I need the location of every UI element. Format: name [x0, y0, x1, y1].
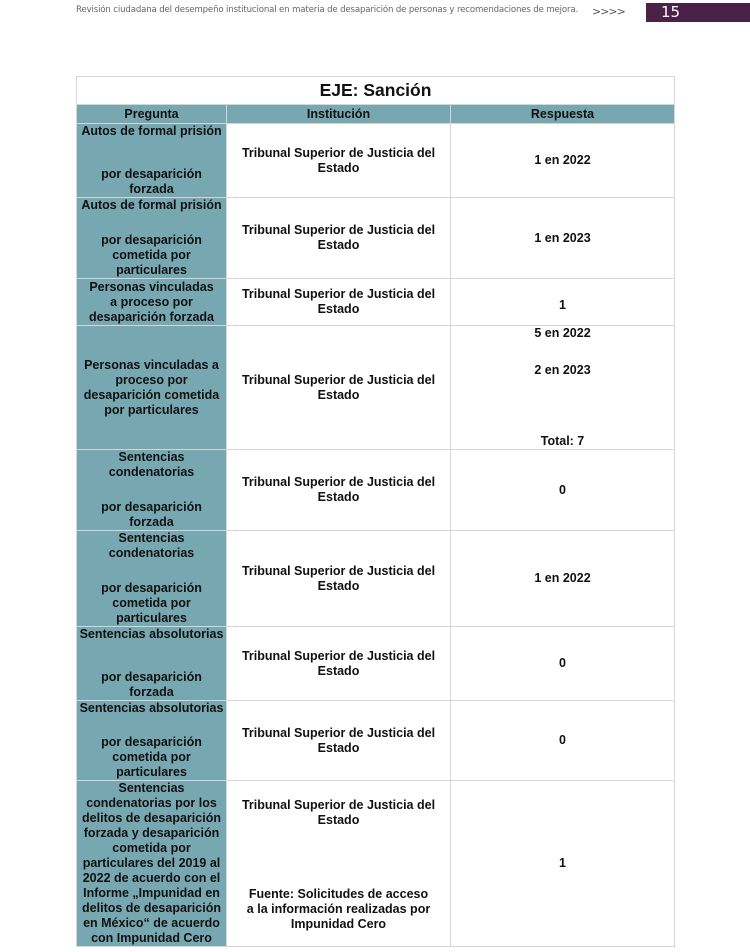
institucion-cell: Tribunal Superior de Justicia del Estado [227, 279, 451, 326]
table-row [77, 279, 675, 326]
pregunta-cell [77, 198, 227, 279]
institucion-cell [227, 781, 451, 947]
institucion-cell: Tribunal Superior de Justicia del Estado [227, 198, 451, 279]
respuesta-cell [451, 326, 675, 450]
pregunta-bottom: por desaparición forzada [101, 167, 202, 196]
sancion-table [76, 76, 675, 947]
page-header [0, 0, 750, 24]
institucion-cell: Tribunal Superior de Justicia del Estado [227, 450, 451, 531]
respuesta-cell: 1 en 2022 [451, 531, 675, 627]
pregunta-bottom: por desaparición forzada [101, 500, 202, 529]
pregunta-top: Sentencias absolutorias [79, 701, 224, 715]
pregunta-cell [77, 124, 227, 198]
respuesta-line: 5 en 2022 [534, 326, 591, 340]
pregunta-bottom: por desaparición cometida por particulares [101, 735, 202, 779]
table-row [77, 531, 675, 627]
respuesta-cell: 1 en 2022 [451, 124, 675, 198]
pregunta-cell [77, 450, 227, 531]
table-row [77, 198, 675, 279]
respuesta-cell: 1 en 2023 [451, 198, 675, 279]
chevrons-decoration: >>>> [592, 5, 625, 18]
table-row [77, 781, 675, 947]
pregunta-cell [77, 531, 227, 627]
respuesta-cell: 1 [451, 279, 675, 326]
respuesta-total: Total: 7 [540, 434, 585, 448]
pregunta-top: Autos de formal prisión [81, 198, 222, 212]
pregunta-cell [77, 701, 227, 781]
page-number-badge [646, 3, 750, 22]
pregunta-top: Autos de formal prisión [81, 124, 222, 138]
fuente-note: Fuente: Solicitudes de acceso a la información realizadas por Impunidad Cero [246, 886, 431, 931]
respuesta-cell: 0 [451, 627, 675, 701]
table-row [77, 326, 675, 450]
pregunta-top: Sentencias condenatorias [108, 450, 195, 479]
table-title-row [77, 77, 675, 105]
pregunta-bottom: por desaparición forzada [101, 670, 202, 699]
column-header-row [77, 105, 675, 124]
column-header-institucion: Institución [227, 105, 451, 124]
respuesta-cell: 1 [451, 781, 675, 947]
institucion-cell: Tribunal Superior de Justicia del Estado [227, 627, 451, 701]
table-row [77, 701, 675, 781]
institucion-cell: Tribunal Superior de Justicia del Estado [227, 326, 451, 450]
institucion-cell: Tribunal Superior de Justicia del Estado [227, 701, 451, 781]
pregunta-cell: Sentencias condenatorias por los delitos de desaparición forzada y desaparición cometida por particulares del 2019 al 2022 de acuerdo con el Informe „Impunidad en delitos de desaparición en México“ de acuerdo con Impunidad Cero [77, 781, 227, 947]
running-title: Revisión ciudadana del desempeño institucional en materia de desaparición de personas y recomendaciones de mejora. [76, 5, 579, 15]
pregunta-top: Sentencias absolutorias [79, 627, 224, 641]
pregunta-top: Sentencias condenatorias [108, 531, 195, 560]
institucion-cell: Tribunal Superior de Justicia del Estado [227, 124, 451, 198]
respuesta-cell: 0 [451, 450, 675, 531]
table-row [77, 627, 675, 701]
respuesta-line: 2 en 2023 [534, 363, 591, 377]
pregunta-cell: Personas vinculadas a proceso por desaparición cometida por particulares [77, 326, 227, 450]
column-header-respuesta: Respuesta [451, 105, 675, 124]
table-row [77, 124, 675, 198]
institucion-name: Tribunal Superior de Justicia del Estado [241, 797, 436, 827]
page-number: 15 [661, 3, 681, 21]
table-title: EJE: Sanción [77, 77, 675, 105]
column-header-pregunta: Pregunta [77, 105, 227, 124]
table-row [77, 450, 675, 531]
pregunta-bottom: por desaparición cometida por particulares [101, 581, 202, 625]
pregunta-bottom: por desaparición cometida por particulares [101, 233, 202, 277]
pregunta-cell [77, 627, 227, 701]
respuesta-cell: 0 [451, 701, 675, 781]
pregunta-cell: Personas vinculadas a proceso por desaparición forzada [77, 279, 227, 326]
institucion-cell: Tribunal Superior de Justicia del Estado [227, 531, 451, 627]
